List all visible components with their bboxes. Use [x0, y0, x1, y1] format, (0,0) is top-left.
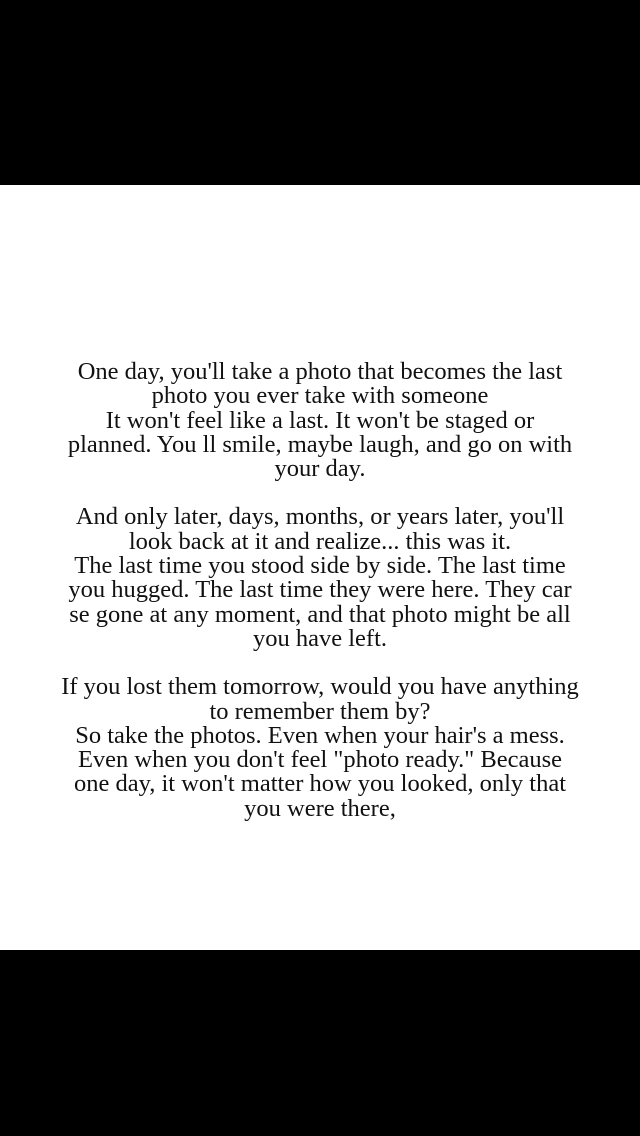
text-line: planned. You ll smile, maybe laugh, and go on with — [67, 430, 573, 458]
paragraph-3 — [20, 675, 620, 821]
text-line: It won't feel like a last. It won't be staged or — [105, 406, 535, 434]
text-line: to remember them by? — [209, 697, 431, 725]
text-line: The last time you stood side by side. The last time — [74, 552, 566, 580]
text-line: One day, you'll take a photo that becomes the last — [77, 358, 563, 385]
quote-image-panel — [0, 185, 640, 950]
text-line: you hugged. The last time they were here. They car — [68, 576, 572, 604]
bottom-black-bar — [0, 950, 640, 1136]
text-line: your day. — [274, 455, 366, 483]
text-line: And only later, days, months, or years later, you'll — [75, 503, 565, 531]
text-line: photo you ever take with someone — [151, 382, 489, 410]
text-line: one day, it won't matter how you looked, only that — [73, 770, 567, 798]
paragraph-2 — [20, 505, 620, 651]
paragraph-1 — [20, 360, 620, 481]
quote-text — [20, 360, 620, 821]
text-line: If you lost them tomorrow, would you have anything — [61, 673, 579, 701]
text-line: Even when you don't feel "photo ready." Because — [77, 746, 563, 774]
text-line: look back at it and realize... this was it. — [128, 527, 512, 555]
text-line: you have left. — [252, 624, 388, 652]
text-line: you were there, — [244, 794, 396, 822]
text-line: So take the photos. Even when your hair's a mess. — [75, 721, 565, 749]
text-line: se gone at any moment, and that photo might be all — [69, 600, 571, 628]
top-black-bar — [0, 0, 640, 185]
